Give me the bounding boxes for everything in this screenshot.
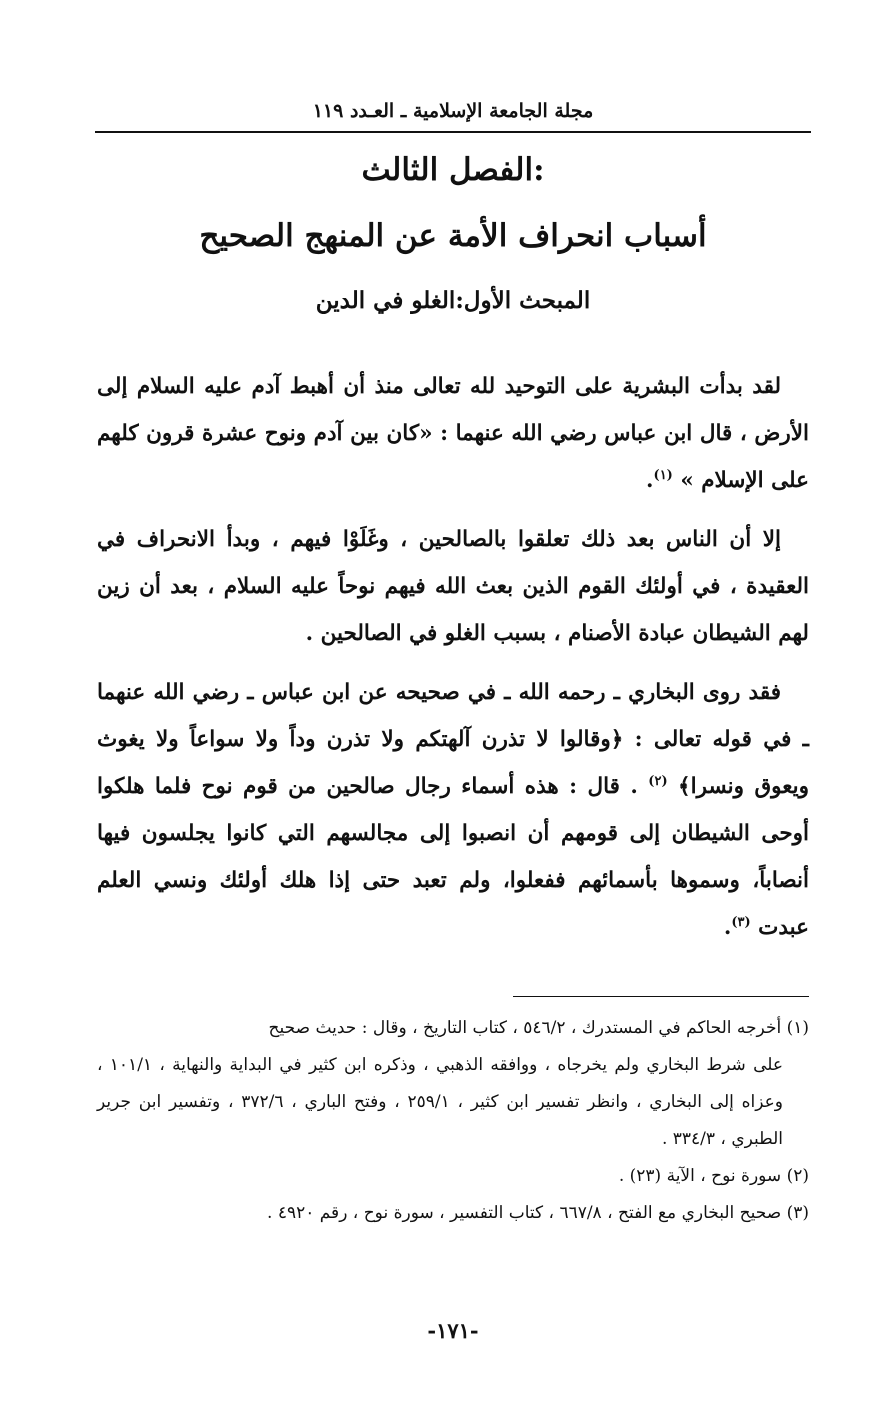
footnote-1-first-line: (١) أخرجه الحاكم في المستدرك ، ٥٤٦/٢ ، كتاب التاريخ ، وقال : حديث صحيح — [268, 1018, 809, 1038]
quran-verse: ﴿وقالوا لا تذرن آلهتكم ولا تذرن وداً ولا سواعاً ولا يغوث ويعوق ونسرا﴾ — [97, 727, 809, 799]
footnote-ref-3: (٣) — [731, 914, 751, 930]
footnote-1-continuation: على شرط البخاري ولم يخرجاه ، ووافقه الذهبي ، وذكره ابن كثير في البداية والنهاية ، ١٠١/١ ، وعزاه إلى البخاري ، وانظر تفسير ابن كثير ، ٢٥٩/١ ، وفتح الباري ، ٣٧٢/٦ ، وتفسير ابن جرير الطبري ، ٣٣٤/٣ . — [97, 1055, 784, 1149]
footnote-1 — [97, 1010, 809, 1047]
paragraph-3-end: . — [723, 915, 732, 940]
chapter-label: الفصل الثالث: — [361, 152, 545, 188]
header-divider — [95, 131, 811, 133]
footnotes — [97, 1010, 809, 1232]
footnote-2: (٢) سورة نوح ، الآية (٢٣) . — [618, 1166, 809, 1186]
paragraph-2: إلا أن الناس بعد ذلك تعلقوا بالصالحين ، وغَلَوْا فيهم ، وبدأ الانحراف في العقيدة ، في أولئك القوم الذين بعث الله فيهم نوحاً عليه السلام ، بعد أن زين لهم الشيطان عبادة الأصنام ، بسبب الغلو في الصالحين . — [97, 527, 809, 646]
paragraph-3 — [97, 669, 809, 951]
footnote-ref-1: (١) — [653, 467, 673, 483]
paragraph-1-end: . — [646, 468, 654, 493]
footnote-3: (٣) صحيح البخاري مع الفتح ، ٦٦٧/٨ ، كتاب التفسير ، سورة نوح ، رقم ٤٩٢٠ . — [267, 1203, 809, 1223]
running-header: مجلة الجامعة الإسلامية ـ العـدد ١١٩ — [312, 100, 594, 122]
section-title: المبحث الأول:الغلو في الدين — [315, 287, 591, 314]
main-text — [97, 363, 809, 963]
footnote-divider — [513, 996, 809, 997]
paragraph-1 — [97, 363, 809, 504]
chapter-title: أسباب انحراف الأمة عن المنهج الصحيح — [199, 218, 707, 254]
footnote-ref-2: (٢) — [648, 773, 668, 789]
paragraph-1-text: لقد بدأت البشرية على التوحيد لله تعالى منذ أن أهبط آدم عليه السلام إلى الأرض ، قال ابن عباس رضي الله عنهما : «كان بين آدم ونوح عشرة قرون كلهم على الإسلام » — [97, 374, 809, 493]
page-number: -١٧١- — [427, 1318, 479, 1343]
paragraph-3-text: . قال : هذه أسماء رجال صالحين من قوم نوح فلما هلكوا أوحى الشيطان إلى قومهم أن انصبوا إلى مجالسهم التي كانوا يجلسون فيها أنصاباً، وسموها بأسمائهم ففعلوا، ولم تعبد حتى إذا هلك أولئك ونسي العلم عبدت — [97, 774, 809, 940]
paragraph-3-intro: فقد روى البخاري ـ رحمه الله ـ في صحيحه عن ابن عباس ـ رضي الله عنهما ـ في قوله تعالى : — [97, 680, 809, 752]
